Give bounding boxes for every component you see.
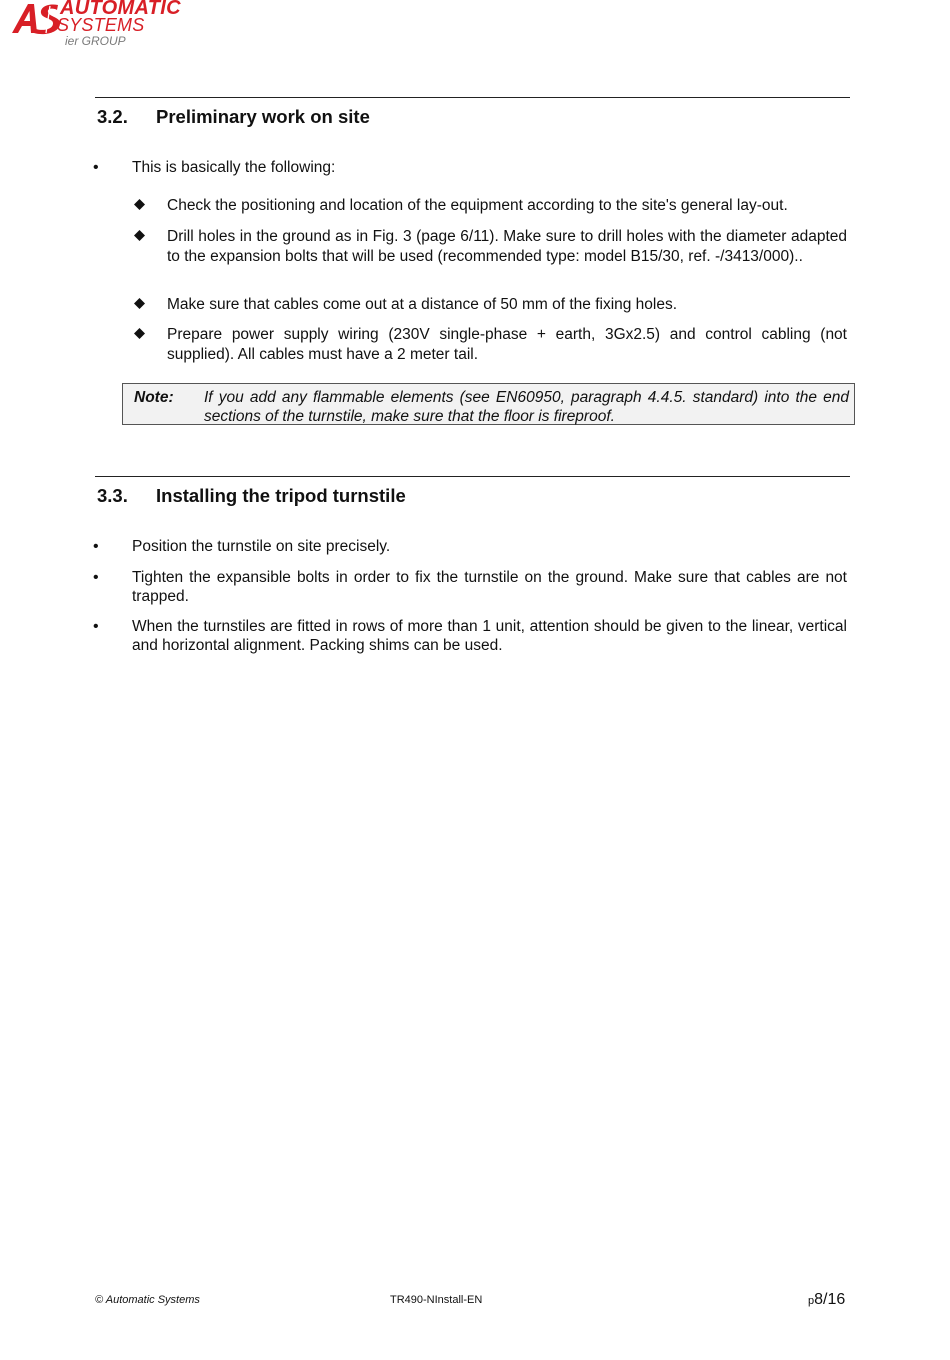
diamond-bullet-icon (134, 298, 145, 309)
list-item: When the turnstiles are fitted in rows of more than 1 unit, attention should be given to the linear, vertical and horizontal alignment. Packing shims can be used. (132, 618, 847, 654)
footer-doc-ref: TR490-NInstall-EN (390, 1294, 483, 1306)
note-label: Note: (134, 389, 174, 406)
page-prefix: p (808, 1295, 815, 1307)
bullet-icon: • (93, 538, 99, 555)
section-title: Installing the tripod turnstile (156, 485, 406, 506)
diamond-bullet-icon (134, 230, 145, 241)
note-box (122, 383, 855, 425)
list-item: Position the turnstile on site precisely. (132, 538, 391, 555)
section-rule-3-2 (95, 97, 850, 98)
diamond-bullet-icon (134, 199, 145, 210)
page-number: 8/16 (814, 1291, 846, 1308)
section-heading-3-2 (97, 106, 370, 128)
bullet-icon: • (93, 618, 99, 635)
section-title: Preliminary work on site (156, 106, 370, 127)
logo-text-systems: SYSTEMS (57, 15, 145, 35)
section-number: 3.3. (97, 485, 128, 506)
list-item: Prepare power supply wiring (230V single-phase + earth, 3Gx2.5) and control cabling (not supplied). All cables must have a 2 meter tail. (167, 326, 847, 363)
footer-page-number (808, 1291, 845, 1309)
bullet-icon: • (93, 569, 99, 586)
list-item: Make sure that cables come out at a distance of 50 mm of the fixing holes. (167, 296, 678, 313)
section-rule-3-3 (95, 476, 850, 477)
list-item: Check the positioning and location of the equipment according to the site's general lay-out. (167, 197, 788, 214)
company-logo (10, 0, 190, 52)
intro-text: This is basically the following: (132, 159, 336, 176)
section-heading-3-3 (97, 485, 406, 507)
logo-text-group: ier GROUP (65, 34, 126, 48)
bullet-icon: • (93, 159, 99, 176)
list-item: Drill holes in the ground as in Fig. 3 (page 6/11). Make sure to drill holes with the diameter adapted to the expansion bolts that will be used (recommended type: model B15/30, ref. -/3413/000).. (167, 228, 847, 265)
note-text: If you add any flammable elements (see EN60950, paragraph 4.4.5. standard) into the end sections of the turnstile, make sure that the floor is fireproof. (204, 389, 849, 425)
footer-copyright: © Automatic Systems (95, 1294, 200, 1306)
section-number: 3.2. (97, 106, 128, 127)
diamond-bullet-icon (134, 328, 145, 339)
logo-text-automatic: AUTOMATIC (60, 0, 181, 19)
list-item: Tighten the expansible bolts in order to fix the turnstile on the ground. Make sure that cables are not trapped. (132, 569, 847, 605)
